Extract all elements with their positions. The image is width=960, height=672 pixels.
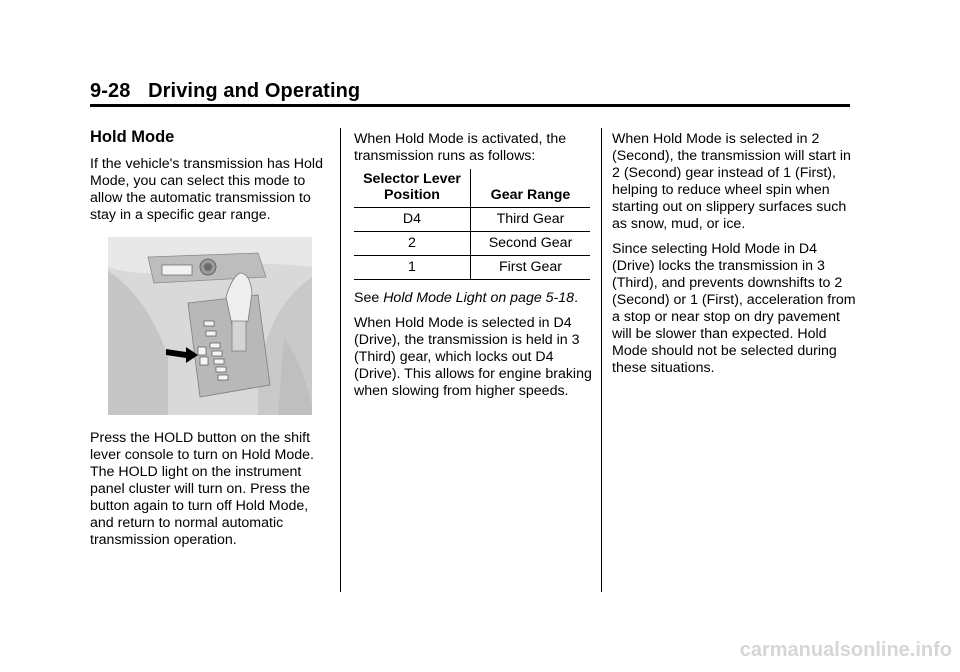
- caution-paragraph: Since selecting Hold Mode in D4 (Drive) locks the transmission in 3 (Third), and prevents downshifts to 2 (Second) or 1 (First), acceleration from a stop or near stop on dry pavement will be slower than expected. Hold Mode should not be selected during these situations.: [612, 241, 856, 376]
- watermark: carmanualsonline.info: [739, 639, 952, 661]
- cross-reference: [354, 290, 594, 307]
- table-row: [354, 256, 590, 280]
- table-cell: 1: [354, 256, 471, 280]
- column-divider-1: [340, 128, 341, 592]
- table-cell: Third Gear: [496, 211, 565, 227]
- table-intro: When Hold Mode is activated, the transmission runs as follows:: [354, 131, 567, 164]
- column-divider-2: [601, 128, 602, 592]
- d4-paragraph: When Hold Mode is selected in D4 (Drive), the transmission is held in 3 (Third) gear, which locks out D4 (Drive). This allows for engine braking when slowing from higher speeds.: [354, 315, 592, 399]
- left-column: [90, 127, 330, 557]
- see-suffix: .: [574, 290, 579, 306]
- intro-paragraph: If the vehicle's transmission has Hold Mode, you can select this mode to allow the automatic transmission to stay in a specific gear range.: [90, 156, 323, 223]
- table-cell: Second Gear: [488, 235, 573, 251]
- shift-console-illustration: [108, 237, 312, 415]
- table-cell: First Gear: [498, 259, 563, 275]
- right-column: [612, 131, 857, 385]
- see-prefix: See: [354, 290, 384, 306]
- page-number: 9-28: [90, 80, 131, 102]
- header-rule: [90, 104, 850, 107]
- cross-reference-link[interactable]: Hold Mode Light on page 5-18: [383, 290, 575, 306]
- instruction-paragraph: Press the HOLD button on the shift lever console to turn on Hold Mode. The HOLD light on the instrument panel cluster will turn on. Press the button again to turn off Hold Mode, and return to normal automatic transmission operation.: [90, 430, 314, 548]
- table-cell: 2: [354, 232, 471, 256]
- table-header-selector: Selector Lever Position: [354, 169, 471, 208]
- section-title: Hold Mode: [90, 128, 175, 146]
- table-row: [354, 208, 590, 232]
- table-cell: D4: [354, 208, 471, 232]
- page-header: [90, 80, 360, 103]
- table-header-gear: Gear Range: [490, 187, 571, 203]
- hold-mode-table: [354, 169, 590, 280]
- table-row: [354, 232, 590, 256]
- second-gear-paragraph: When Hold Mode is selected in 2 (Second), the transmission will start in 2 (Second) gear instead of 1 (First), helping to reduce wheel spin when starting out on slippery surfaces such as snow, mud, or ice.: [612, 131, 851, 232]
- middle-column: [354, 131, 594, 408]
- chapter-title: Driving and Operating: [148, 80, 361, 102]
